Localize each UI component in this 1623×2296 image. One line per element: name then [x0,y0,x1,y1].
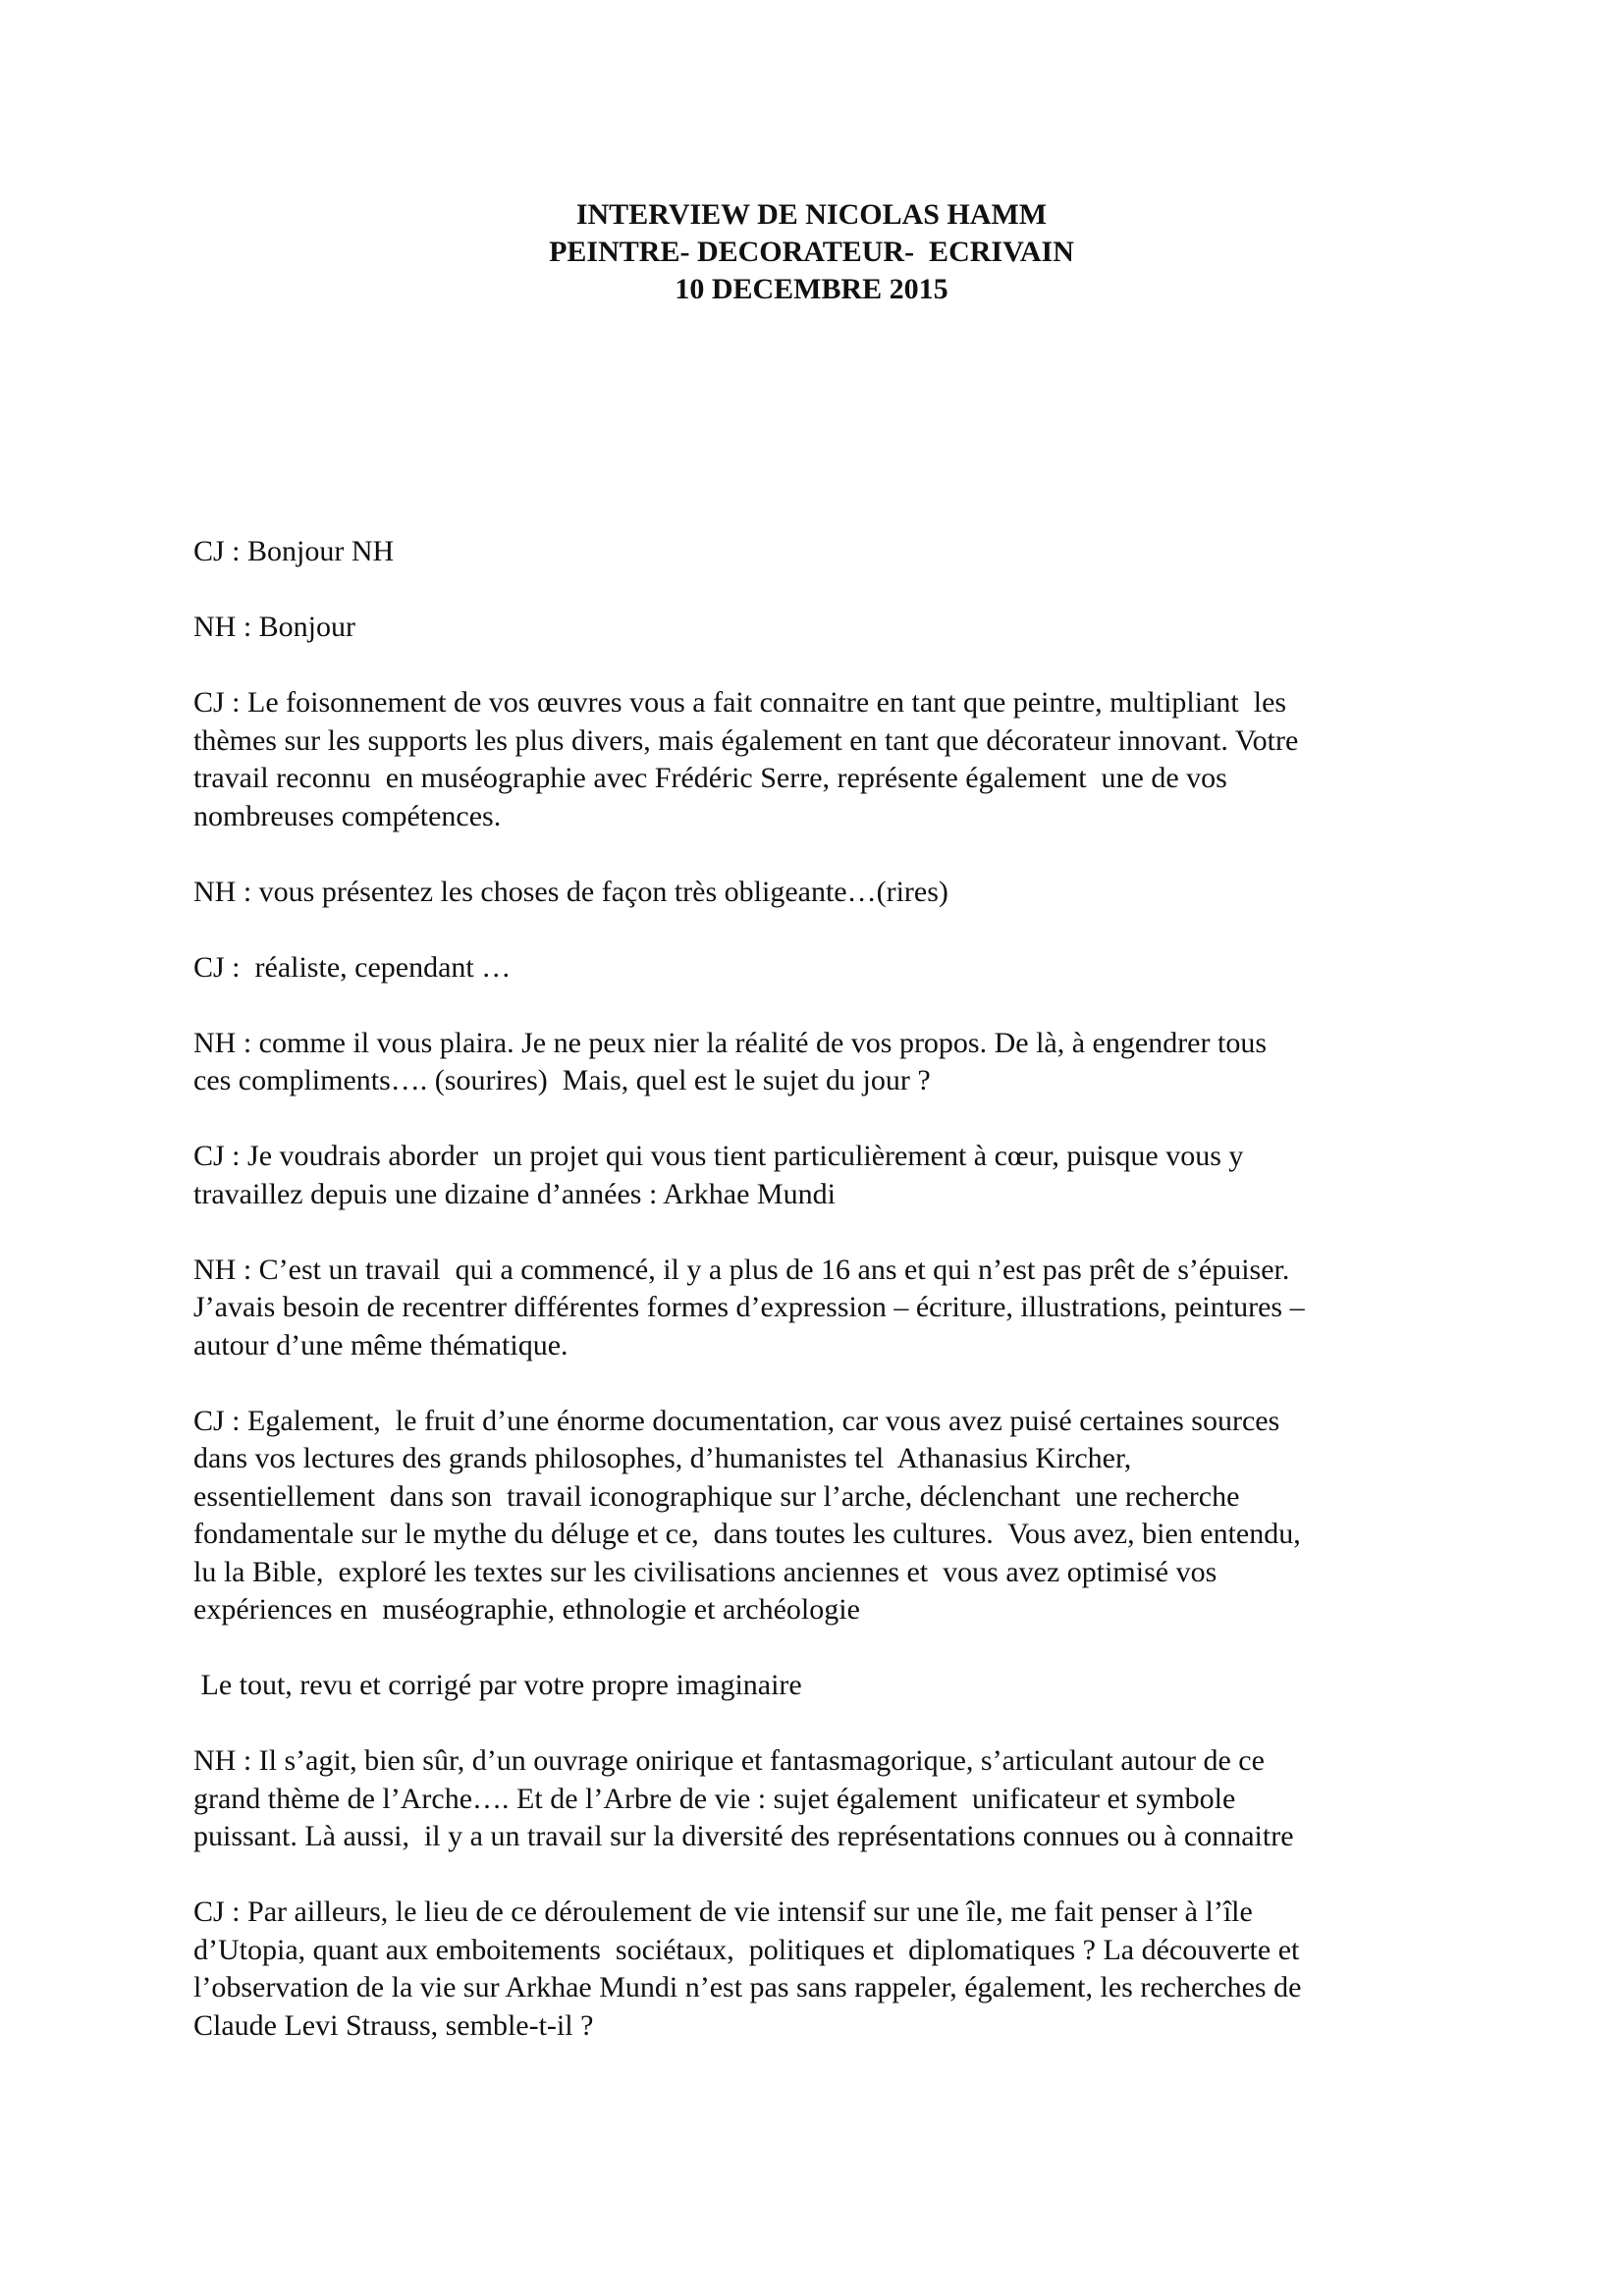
paragraph-line: fondamentale sur le mythe du déluge et ce, dans toutes les cultures. Vous avez, bien entendu, [193,1518,1301,1550]
paragraph-line: puissant. Là aussi, il y a un travail sur la diversité des représentations connues ou à connaitre [193,1820,1294,1852]
interview-paragraph [193,1742,1460,1856]
paragraph-line: d’Utopia, quant aux emboitements sociétaux, politiques et diplomatiques ? La découverte et [193,1933,1300,1966]
paragraph-line: CJ : Egalement, le fruit d’une énorme documentation, car vous avez puisé certaines sources [193,1404,1280,1437]
interview-paragraph [193,1403,1460,1629]
paragraph-line: essentiellement dans son travail iconographique sur l’arche, déclenchant une recherche [193,1479,1240,1513]
interview-paragraph [193,533,1460,571]
paragraph-line: travail reconnu en muséographie avec Frédéric Serre, représente également une de vos [193,762,1227,794]
paragraph-line: NH : C’est un travail qui a commencé, il y a plus de 16 ans et qui n’est pas prêt de s’épuiser. [193,1253,1290,1286]
interview-paragraph [193,874,1460,912]
interview-paragraph [193,949,1460,988]
interview-paragraph [193,1025,1460,1100]
paragraph-line: Claude Levi Strauss, semble-t-il ? [193,2008,594,2042]
paragraph-line: expériences en muséographie, ethnologie et archéologie [193,1593,860,1626]
document-subtitle: PEINTRE- DECORATEUR- ECRIVAIN [549,236,1074,268]
interview-paragraph [193,1667,1460,1705]
paragraph-line: NH : vous présentez les choses de façon très obligeante…(rires) [193,875,948,908]
interview-body [193,533,1460,2083]
paragraph-line: thèmes sur les supports les plus divers, mais également en tant que décorateur innovant. Votre [193,723,1299,757]
paragraph-line: CJ : réaliste, cependant … [193,950,512,984]
document-date: 10 DECEMBRE 2015 [675,273,948,305]
paragraph-line: l’observation de la vie sur Arkhae Mundi n’est pas sans rappeler, également, les recherches de [193,1971,1302,2003]
interview-paragraph [193,1138,1460,1213]
paragraph-line: CJ : Le foisonnement de vos œuvres vous a fait connaitre en tant que peintre, multipliant les [193,686,1287,719]
paragraph-line: lu la Bible, exploré les textes sur les civilisations anciennes et vous avez optimisé vos [193,1555,1217,1588]
interview-paragraph [193,609,1460,647]
paragraph-line: J’avais besoin de recentrer différentes formes d’expression – écriture, illustrations, peintures – [193,1291,1305,1323]
paragraph-line: dans vos lectures des grands philosophes, d’humanistes tel Athanasius Kircher, [193,1442,1132,1474]
document-title: INTERVIEW DE NICOLAS HAMM [575,198,1048,231]
interview-paragraph [193,1894,1460,2045]
paragraph-line: grand thème de l’Arche…. Et de l’Arbre de vie : sujet également unificateur et symbole [193,1782,1236,1815]
interview-paragraph [193,1252,1460,1365]
paragraph-line: NH : comme il vous plaira. Je ne peux nier la réalité de vos propos. De là, à engendrer tous [193,1026,1267,1059]
document-header [0,196,1623,308]
paragraph-line: ces compliments…. (sourires) Mais, quel est le sujet du jour ? [193,1064,931,1096]
paragraph-line: CJ : Je voudrais aborder un projet qui vous tient particulièrement à cœur, puisque vous y [193,1140,1244,1172]
interview-paragraph [193,684,1460,835]
paragraph-line: NH : Bonjour [193,611,355,643]
paragraph-line: CJ : Par ailleurs, le lieu de ce déroulement de vie intensif sur une île, me fait penser à l’île [193,1896,1253,1928]
paragraph-line: CJ : Bonjour NH [193,535,395,567]
paragraph-line: Le tout, revu et corrigé par votre propre imaginaire [193,1669,802,1701]
paragraph-line: travaillez depuis une dizaine d’années : Arkhae Mundi [193,1177,836,1210]
paragraph-line: nombreuses compétences. [193,799,502,832]
paragraph-line: NH : Il s’agit, bien sûr, d’un ouvrage onirique et fantasmagorique, s’articulant autour de ce [193,1744,1265,1777]
paragraph-line: autour d’une même thématique. [193,1328,568,1362]
